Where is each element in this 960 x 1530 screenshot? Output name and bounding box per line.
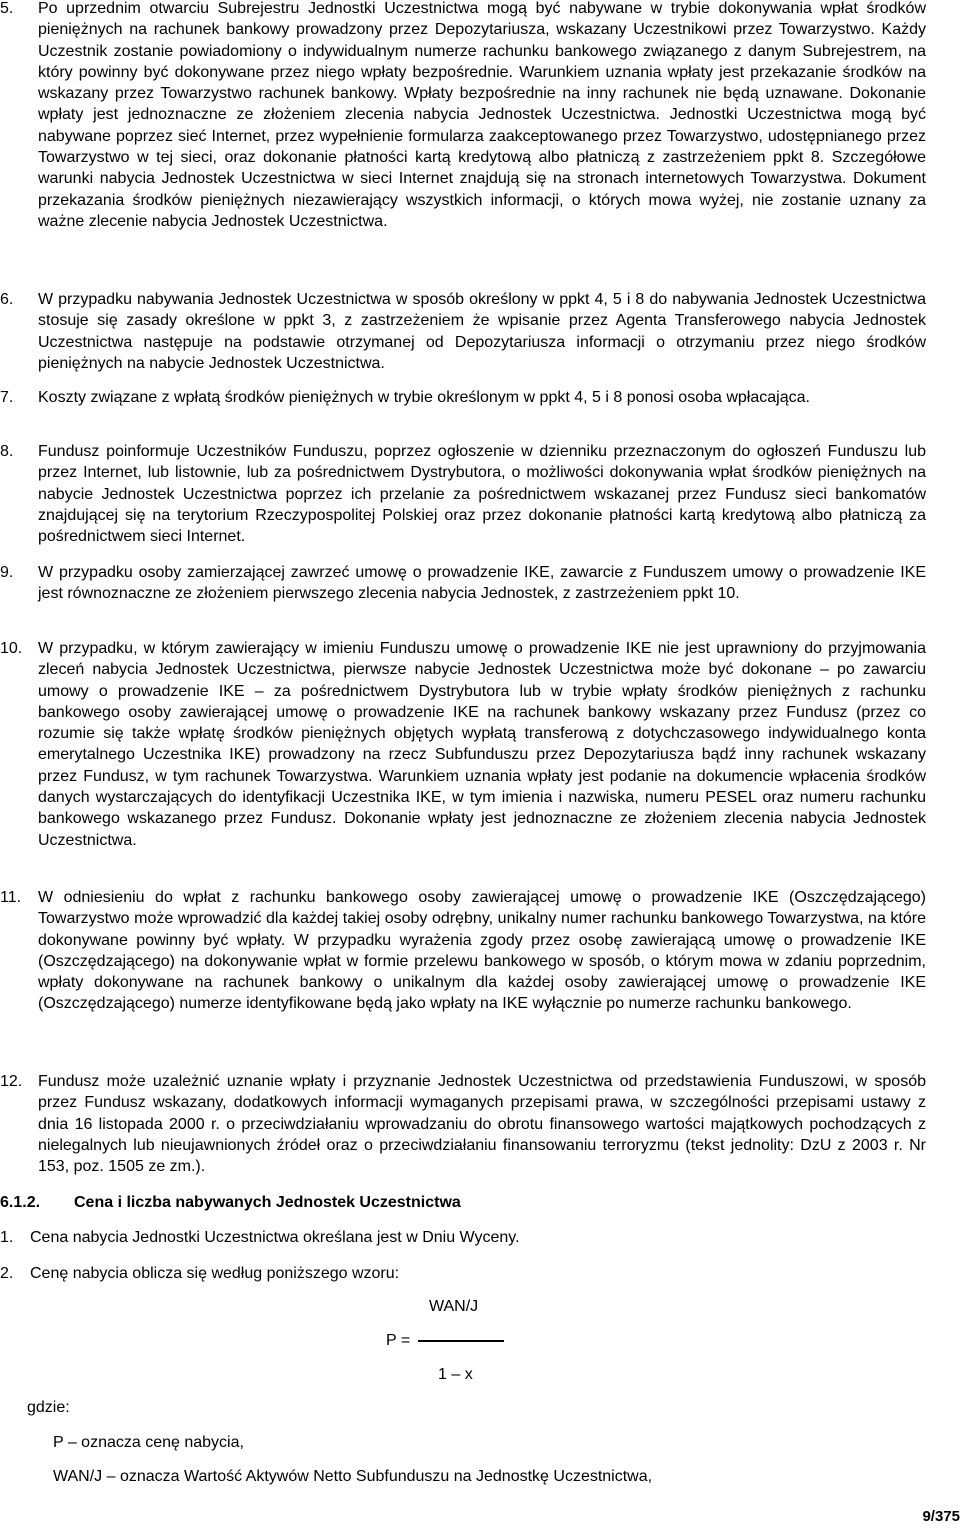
item-number: 9. [0, 564, 14, 581]
item-number: 10. [0, 640, 23, 657]
section-number: 6.1.2. [0, 1194, 41, 1211]
item-text: Fundusz może uzależnić uznanie wpłaty i przyznanie Jednostek Uczestnictwa od przedstawienia Funduszowi, w sposób przez Fundusz wskazany, dodatkowych informacji wymaganych przepisami prawa, w szczególności przepisami ustawy z dnia 16 listopada 2000 r. o przeciwdziałaniu wprowadzaniu do obrotu finansowego wartości majątkowych pochodzących z nielegalnych lub nieujawnionych źródeł oraz o przeciwdziałaniu finansowaniu terroryzmu (tekst jednolity: DzU z 2003 r. Nr 153, poz. 1505 ze zm.). [38, 1073, 926, 1176]
item-text: W przypadku, w którym zawierający w imieniu Funduszu umowę o prowadzenie IKE nie jest uprawniony do przyjmowania zleceń nabycia Jednostek Uczestnictwa, pierwsze nabycie Jednostek Uczestnictwa może być dokonane – po zawarciu umowy o prowadzenie IKE – za pośrednictwem Dystrybutora lub w trybie wpłaty środków pieniężnych z rachunku bankowego osoby zawierającej umowę o prowadzenie IKE na rachunek bankowy wskazany przez Fundusz (przez co rozumie się także wpłatę środków pieniężnych objętych wypłatą transferową z dotychczasowego indywidualnego konta emerytalnego Uczestnika IKE) prowadzony na rzecz Subfunduszu przez Depozytariusza bądź inny rachunek wskazany przez Fundusz, w tym rachunek Towarzystwa. Warunkiem uznania wpłaty jest podanie na dokumencie wpłacenia środków danych wystarczających do identyfikacji Uczestnika IKE, w tym imienia i nazwiska, numeru PESEL oraz numeru rachunku bankowego wskazanego przez Fundusz. Dokonanie wpłaty jest jednoznaczne ze złożeniem zlecenia nabycia Jednostek Uczestnictwa. [38, 640, 926, 849]
list-item-11 [0, 887, 926, 1015]
fraction-bar [418, 1340, 504, 1342]
definition-p: P – oznacza cenę nabycia, [53, 1434, 244, 1451]
sub-item-number: 1. [0, 1229, 14, 1246]
sub-item-text: Cena nabycia Jednostki Uczestnictwa określana jest w Dniu Wyceny. [30, 1229, 520, 1246]
list-item-5 [0, 0, 926, 232]
list-item-9 [0, 562, 926, 605]
section-heading [0, 1192, 461, 1213]
item-number: 12. [0, 1073, 23, 1090]
formula-numerator: WAN/J [429, 1298, 479, 1315]
item-text: Po uprzednim otwarciu Subrejestru Jednostki Uczestnictwa mogą być nabywane w trybie dokonywania wpłat środków pieniężnych na rachunek bankowy prowadzony przez Depozytariusza, wskazany Uczestnikowi przez Towarzystwo. Każdy Uczestnik zostanie powiadomiony o indywidualnym numerze rachunku bankowego związanego z danym Subrejestrem, na który powinny być dokonywane przez niego wpłaty bezpośrednie. Warunkiem uznania wpłaty jest przekazanie środków na wskazany przez Towarzystwo rachunek bankowy. Wpłaty bezpośrednie na inny rachunek nie będą uznawane. Dokonanie wpłaty jest jednoznaczne ze złożeniem zlecenia nabycia Jednostek Uczestnictwa. Jednostki Uczestnictwa mogą być nabywane poprzez sieć Internet, przez wypełnienie formularza zaakceptowanego przez Towarzystwo, udostępnianego przez Towarzystwo w tej sieci, oraz dokonanie płatności kartą kredytową albo płatniczą z zastrzeżeniem ppkt 8. Szczegółowe warunki nabycia Jednostek Uczestnictwa w sieci Internet znajdują się na stronach internetowych Towarzystwa. Dokument przekazania środków pieniężnych niezawierający wszystkich informacji, o których mowa wyżej, nie zostanie uznany za ważne zlecenie nabycia Jednostek Uczestnictwa. [38, 0, 926, 230]
list-item-6 [0, 289, 926, 374]
sub-item-number: 2. [0, 1265, 14, 1282]
list-item-12 [0, 1071, 926, 1177]
item-number: 7. [0, 389, 14, 406]
item-text: W odniesieniu do wpłat z rachunku bankowego osoby zawierającej umowę o prowadzenie IKE (Oszczędzającego) Towarzystwo może wprowadzić dla każdej takiej osoby odrębny, unikalny numer rachunku bankowego Towarzystwa, na które dokonywane powinny być wpłaty. W przypadku wyrażenia zgody przez osobę zawierającą umowę o prowadzenie IKE (Oszczędzającego) na dokonywanie wpłat w formie przelewu bankowego w sposób, o którym mowa w zdaniu poprzednim, wpłaty dokonywane na rachunek bankowy o unikalnym dla każdej osoby zawierającej umowę o prowadzenie IKE (Oszczędzającego) numerze identyfikowane będą jako wpłaty na IKE wyłącznie po numerze rachunku bankowego. [38, 889, 926, 1013]
definition-wanj: WAN/J – oznacza Wartość Aktywów Netto Subfunduszu na Jednostkę Uczestnictwa, [53, 1468, 653, 1485]
item-number: 8. [0, 443, 14, 460]
section-title: Cena i liczba nabywanych Jednostek Uczestnictwa [74, 1194, 461, 1211]
list-item-10 [0, 638, 926, 851]
where-label: gdzie: [27, 1399, 70, 1416]
formula-denominator: 1 – x [438, 1366, 473, 1383]
item-number: 5. [0, 0, 14, 17]
sub-item-2 [0, 1263, 926, 1284]
list-item-8 [0, 441, 926, 547]
item-number: 6. [0, 291, 14, 308]
page-number: 9/375 [922, 1508, 960, 1525]
item-text: W przypadku nabywania Jednostek Uczestnictwa w sposób określony w ppkt 4, 5 i 8 do nabywania Jednostek Uczestnictwa stosuje się zasady określone w ppkt 3, z zastrzeżeniem że wpisanie przez Agenta Transferowego nabycia Jednostek Uczestnictwa następuje na podstawie otrzymanej od Depozytariusza informacji o otrzymaniu przez niego środków pieniężnych na nabycie Jednostek Uczestnictwa. [38, 291, 926, 372]
formula-lhs: P = [386, 1332, 411, 1349]
list-item-7 [0, 387, 926, 408]
item-text: W przypadku osoby zamierzającej zawrzeć umowę o prowadzenie IKE, zawarcie z Funduszem umowy o prowadzenie IKE jest równoznaczne ze złożeniem pierwszego zlecenia nabycia Jednostek, z zastrzeżeniem ppkt 10. [38, 564, 926, 603]
item-text: Koszty związane z wpłatą środków pieniężnych w trybie określonym w ppkt 4, 5 i 8 ponosi osoba wpłacająca. [38, 389, 810, 406]
sub-item-1 [0, 1227, 926, 1248]
sub-item-text: Cenę nabycia oblicza się według poniższego wzoru: [30, 1265, 400, 1282]
item-text: Fundusz poinformuje Uczestników Funduszu, poprzez ogłoszenie w dzienniku przeznaczonym do ogłoszeń Funduszu lub przez Internet, lub listownie, lub za pośrednictwem Dystrybutora, o możliwości dokonywania wpłat środków pieniężnych na nabycie Jednostek Uczestnictwa poprzez ich przelanie za pośrednictwem wskazanej przez Fundusz sieci bankomatów znajdującej się na terytorium Rzeczypospolitej Polskiej oraz przez dokonanie płatności kartą kredytową albo płatniczą za pośrednictwem sieci Internet. [38, 443, 926, 546]
item-number: 11. [0, 889, 22, 906]
